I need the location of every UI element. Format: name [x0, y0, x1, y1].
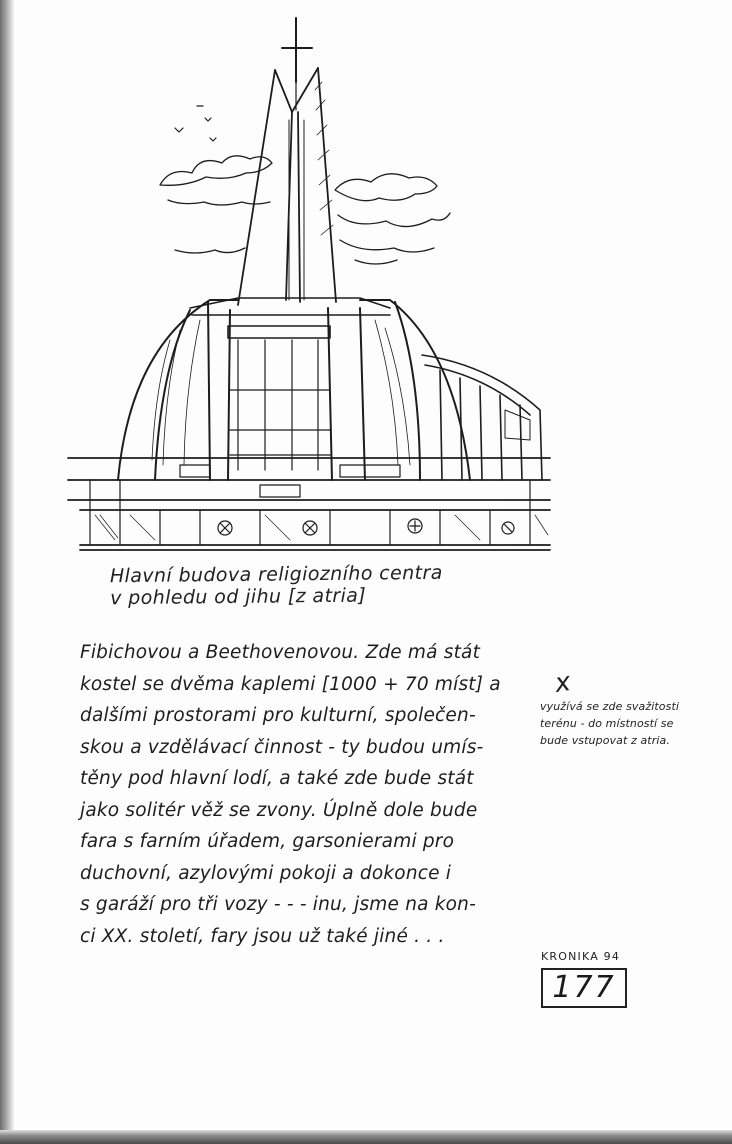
footnote-mark: x	[552, 667, 573, 699]
church-sketch	[60, 10, 560, 555]
text-line: skou a vzdělávací činnost - ty budou umís-	[80, 736, 484, 758]
page-number: 177	[541, 968, 627, 1008]
text-line: kostel se dvěma kaplemi [1000 + 70 míst] a	[80, 673, 501, 695]
text-line: Fibichovou a Beethovenovou. Zde má stát	[80, 642, 481, 663]
text-line: dalšími prostorami pro kulturní, společen-	[80, 705, 476, 726]
text-line: fara s farním úřadem, garsonierami pro	[80, 831, 455, 852]
text-line: ci XX. století, fary jsou už také jiné . . .	[80, 925, 445, 947]
note-line: využívá se zde svažitosti	[540, 700, 680, 713]
caption-line: v pohledu od jihu [z atria]	[110, 584, 367, 610]
caption-line: Hlavní budova religiozního centra	[109, 561, 443, 588]
drawing-caption	[110, 561, 540, 610]
text-line: těny pod hlavní lodí, a také zde bude stát	[80, 768, 474, 789]
note-line: terénu - do místností se	[540, 717, 674, 730]
text-line: duchovní, azylovými pokoji a dokonce i	[80, 862, 452, 884]
margin-note	[540, 698, 730, 749]
book-binding-edge	[0, 0, 14, 1144]
text-line: s garáží pro tři vozy - - - inu, jsme na kon-	[80, 894, 476, 915]
text-line: jako solitér věž se zvony. Úplně dole bude	[80, 799, 478, 821]
chronicle-signature: KRONIKA 94	[541, 950, 621, 963]
note-line: bude vstupovat z atria.	[540, 734, 670, 747]
book-bottom-edge	[0, 1130, 732, 1144]
cross-icon	[282, 18, 312, 82]
chronicle-text	[80, 637, 530, 952]
